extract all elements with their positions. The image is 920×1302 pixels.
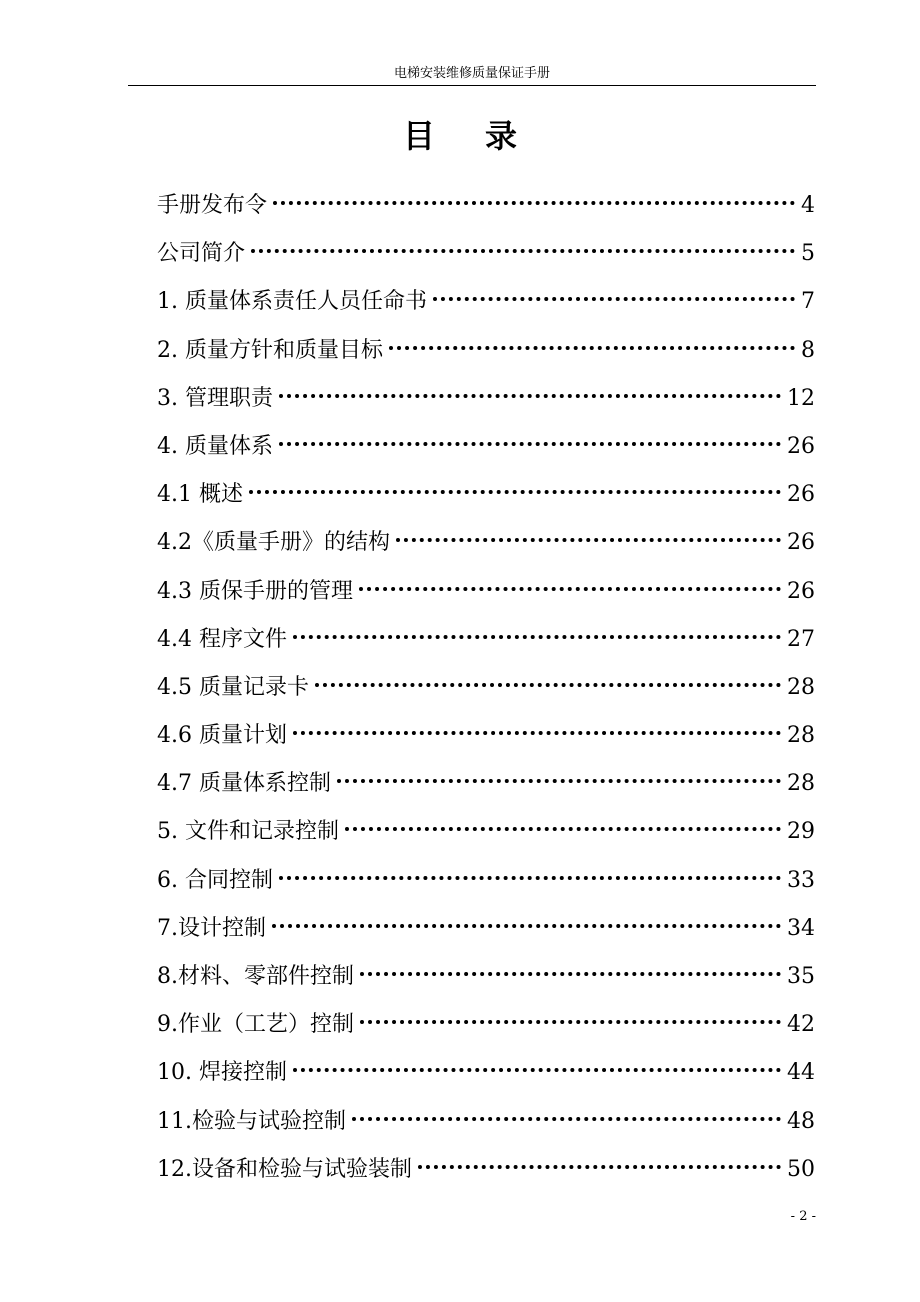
toc-entry-label: 4.6 质量计划 (157, 723, 287, 749)
toc-entry-page: 33 (787, 867, 815, 893)
toc-entry[interactable] (157, 182, 815, 230)
toc-entry-page: 35 (787, 964, 815, 989)
toc-entry[interactable] (157, 760, 815, 808)
toc-entry-label: 4. 质量体系 (157, 433, 273, 459)
dot-leader (360, 972, 781, 976)
toc-entry[interactable] (157, 808, 815, 856)
toc-entry-page: 28 (787, 723, 815, 749)
toc-entry-page: 12 (787, 385, 815, 411)
toc-entry-label: 9.作业（工艺）控制 (157, 1012, 354, 1038)
dot-leader (293, 731, 781, 735)
dot-leader (418, 1165, 781, 1169)
toc-entry[interactable] (157, 1098, 815, 1146)
toc-entry-label: 1. 质量体系责任人员任命书 (157, 289, 427, 315)
toc-entry-label: 4.3 质保手册的管理 (157, 578, 353, 604)
toc-entry-label: 11.检验与试验控制 (157, 1108, 346, 1134)
toc-entry-label: 8.材料、零部件控制 (157, 964, 354, 989)
toc-entry-page: 50 (787, 1156, 815, 1182)
dot-leader (315, 683, 781, 687)
toc-entry-label: 7.设计控制 (157, 915, 266, 941)
toc-entry[interactable] (157, 953, 815, 1001)
table-of-contents (157, 182, 815, 1194)
dot-leader (279, 876, 781, 880)
toc-entry[interactable] (157, 1001, 815, 1049)
toc-title: 目录 (402, 117, 567, 155)
dot-leader (433, 297, 795, 301)
toc-entry-label: 4.7 质量体系控制 (157, 771, 331, 797)
toc-entry-page: 28 (787, 674, 815, 700)
dot-leader (359, 587, 781, 591)
toc-entry-page: 26 (787, 530, 815, 556)
header-rule (128, 85, 816, 86)
dot-leader (396, 538, 781, 542)
toc-entry[interactable] (157, 616, 815, 664)
toc-entry-page: 8 (801, 337, 815, 363)
toc-entry-page: 44 (787, 1060, 815, 1086)
dot-leader (249, 490, 781, 494)
toc-entry-label: 3. 管理职责 (157, 385, 273, 411)
toc-entry-label: 10. 焊接控制 (157, 1060, 287, 1086)
toc-entry-label: 2. 质量方针和质量目标 (157, 337, 383, 363)
toc-entry[interactable] (157, 519, 815, 567)
dot-leader (337, 779, 781, 783)
dot-leader (251, 249, 795, 253)
toc-entry-page: 7 (801, 289, 815, 315)
toc-entry[interactable] (157, 375, 815, 423)
toc-entry-page: 29 (787, 819, 815, 845)
toc-entry-page: 42 (787, 1012, 815, 1038)
toc-entry-label: 4.4 程序文件 (157, 626, 287, 652)
toc-entry[interactable] (157, 278, 815, 326)
running-header: 电梯安装维修质量保证手册 (393, 66, 550, 81)
dot-leader (293, 635, 781, 639)
toc-entry-page: 26 (787, 482, 815, 508)
dot-leader (389, 346, 795, 350)
toc-entry-label: 12.设备和检验与试验装制 (157, 1156, 412, 1182)
toc-entry-page: 26 (787, 578, 815, 604)
toc-entry-label: 手册发布令 (157, 193, 268, 218)
dot-leader (345, 827, 781, 831)
toc-entry-page: 48 (787, 1108, 815, 1134)
dot-leader (273, 201, 795, 205)
dot-leader (272, 924, 781, 928)
toc-entry-page: 26 (787, 433, 815, 459)
toc-entry-label: 公司简介 (157, 241, 246, 267)
toc-entry-label: 4.2《质量手册》的结构 (157, 530, 390, 556)
toc-entry[interactable] (157, 712, 815, 760)
toc-entry[interactable] (157, 664, 815, 712)
toc-entry-page: 27 (787, 626, 815, 652)
toc-entry[interactable] (157, 327, 815, 375)
toc-entry[interactable] (157, 568, 815, 616)
dot-leader (279, 442, 781, 446)
toc-entry[interactable] (157, 1146, 815, 1194)
toc-entry[interactable] (157, 423, 815, 471)
toc-entry[interactable] (157, 905, 815, 953)
toc-entry-label: 4.5 质量记录卡 (157, 674, 309, 700)
toc-entry-page: 5 (801, 241, 815, 267)
dot-leader (279, 394, 781, 398)
toc-entry[interactable] (157, 1049, 815, 1097)
toc-entry-label: 5. 文件和记录控制 (157, 819, 339, 845)
toc-entry-page: 4 (801, 193, 815, 218)
toc-entry-page: 34 (787, 915, 815, 941)
toc-entry-label: 6. 合同控制 (157, 867, 273, 893)
toc-entry-page: 28 (787, 771, 815, 797)
toc-entry[interactable] (157, 230, 815, 278)
dot-leader (360, 1020, 781, 1024)
dot-leader (352, 1117, 781, 1121)
dot-leader (293, 1068, 781, 1072)
toc-entry[interactable] (157, 471, 815, 519)
page-number: - 2 - (790, 1209, 816, 1224)
toc-entry-label: 4.1 概述 (157, 482, 243, 508)
toc-entry[interactable] (157, 857, 815, 905)
